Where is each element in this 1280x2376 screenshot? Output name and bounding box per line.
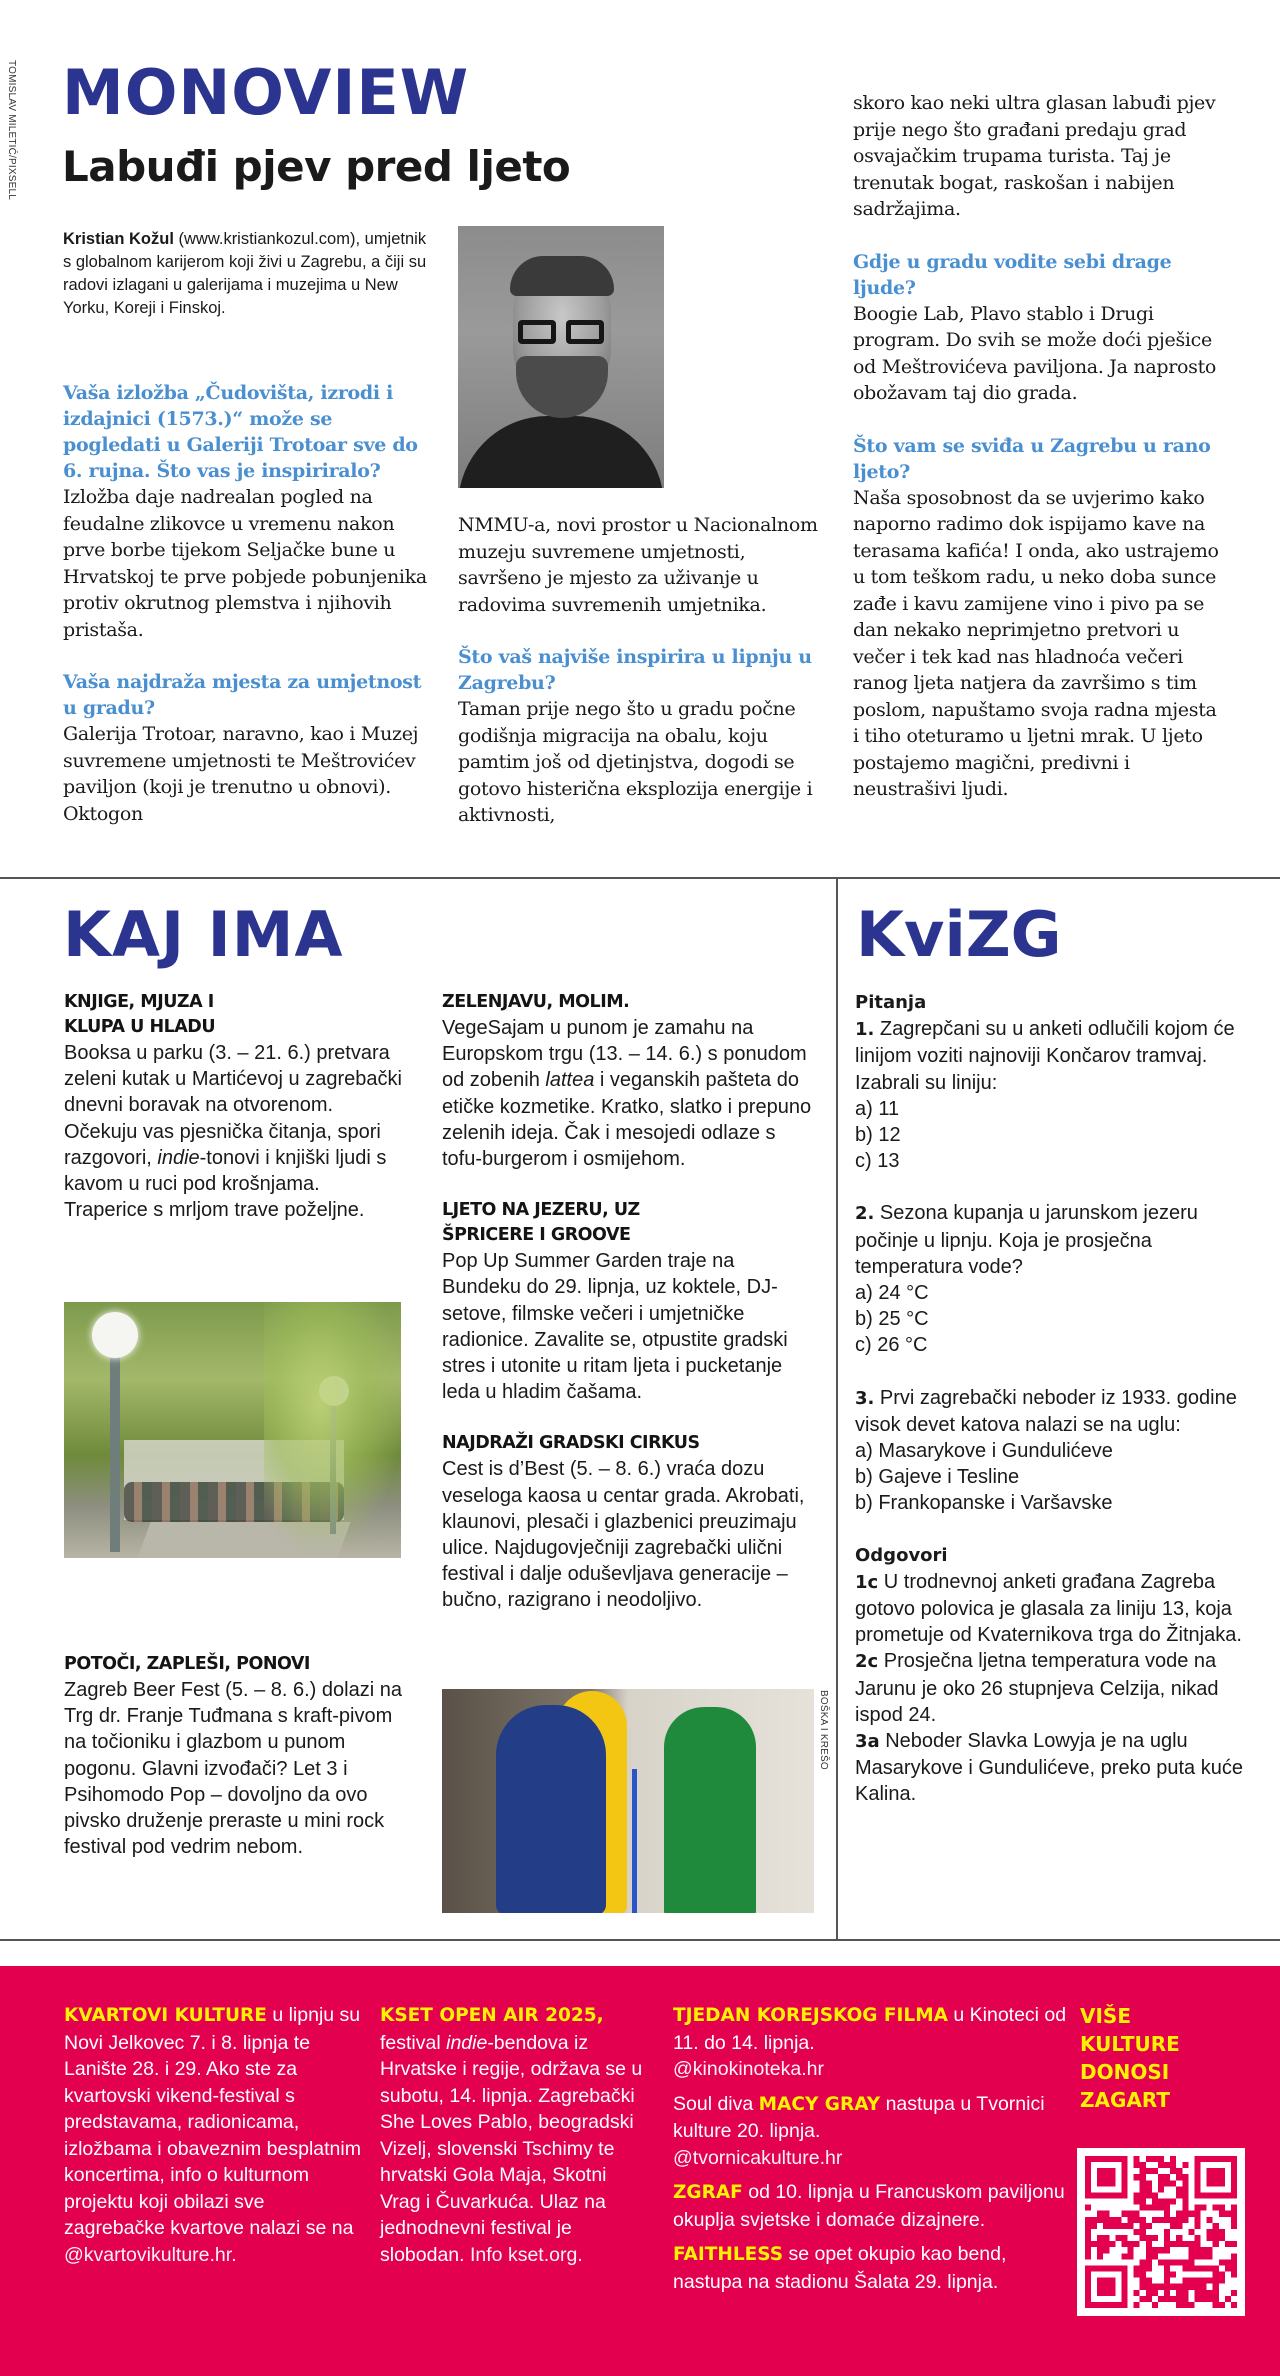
event-text: Booksa u parku (3. – 21. 6.) pretvara zeleni kutak u Martićevoj u zagrebački dnevni boravak na otvorenom. Očekuju vas pjesnička čitanja, spori razgovori, indie-tonovi i knjiški ljudi s kavom u ruci pod krošnjama. Traperice s mrljom trave poželjne. <box>64 1042 402 1222</box>
qr-code-icon[interactable] <box>1077 2148 1245 2316</box>
interview-column-2 <box>458 512 823 829</box>
culture-tip: ZGRAF od 10. lipnja u Francuskom paviljonu okuplja svjetske i domaće dizajnere. <box>673 2181 1065 2231</box>
quiz-option: b) Frankopanske i Varšavske <box>855 1492 1113 1515</box>
culture-tip: KSET OPEN AIR 2025, festival indie-bendova iz Hrvatske i regije, održava se u subotu, 14. lipnja. Zagrebački She Loves Pablo, beogradski Vizelj, slovenski Tschimy te hrvatski Gola Maja, Skotni Vrag i Čuvarkuća. Ulaz na jednodnevni festival je slobodan. Info kset.org. <box>380 2005 643 2266</box>
quiz-question: 3. Prvi zagrebački neboder iz 1933. godine visok devet katova nalazi se na uglu: a) Masarykove i Gundulićeve b) Gajeve i Tesline b) Frankopanske i Varšavske <box>855 1385 1265 1517</box>
section-title-kaj-ima: KAJ IMA <box>63 898 344 971</box>
event-text: Pop Up Summer Garden traje na Bundeku do 29. lipnja, uz koktele, DJ-setove, filmske večeri i umjetničke radionice. Zavalite se, otpustite gradski stres i utonite u ritam ljeta i pucketanje leda u hladim čašama. <box>442 1250 788 1404</box>
quiz-answer: 1c U trodnevnoj anketi građana Zagreba gotovo polovica je glasala za liniju 13, koja prometuje od Kvaternikova trga do Žitnjaka. <box>855 1570 1242 1647</box>
monoview-section <box>0 0 1280 878</box>
culture-tip: KVARTOVI KULTURE u lipnju su Novi Jelkovec 7. i 8. lipnja te Lanište 28. i 29. Ako ste za kvartovski vikend-festival s predstavama, radionicama, izložbama i obaveznim besplatnim koncertima, info o kulturnom projektu koji obilazi sve zagrebačke kvartove nalazi se na @kvartovikulture.hr. <box>64 2004 361 2266</box>
interview-answer: Naša sposobnost da se uvjerimo kako naporno radimo dok ispijamo kave na terasama kafića! I onda, ako ustrajemo u tom teškom radu, u neko doba sunce zađe i kavu zamijene vino i pivo pa se dan nekako neprimjetno pretvori u večer i tek kad nas hladnoća večeri ranog ljeta natjera da završimo s tim poslom, napuštamo svoja radna mjesta i tiho oteturamo u ljetni mrak. U ljeto postajemo magični, predivni i neustrašivi ljudi. <box>853 486 1219 800</box>
quiz-answers-label: Odgovori <box>855 1544 948 1566</box>
event-item <box>442 1198 817 1405</box>
culture-tip: TJEDAN KOREJSKOG FILMA u Kinoteci od 11. do 14. lipnja. @kinokinoteka.hr <box>673 2004 1067 2080</box>
quiz-option: b) 12 <box>855 1124 901 1147</box>
event-heading: ZELENJAVU, MOLIM. <box>442 992 630 1012</box>
promo-line: ZAGART <box>1080 2088 1171 2112</box>
culture-tips-column <box>673 2002 1073 2303</box>
quiz-option: a) 11 <box>855 1097 900 1120</box>
promo-line: VIŠE <box>1080 2004 1131 2028</box>
event-list-column-2 <box>442 990 817 1614</box>
event-item <box>64 990 404 1223</box>
booksa-park-photo <box>64 1302 401 1558</box>
quiz-option: a) Masarykove i Gundulićeve <box>855 1440 1113 1463</box>
photo-credit: BOŠKA I KREŠO <box>818 1690 829 1770</box>
quiz-question: 1. Zagrepčani su u anketi odlučili kojom će linijom voziti najnoviji Končarov tramvaj. Izabrali su liniju: a) 11 b) 12 c) 13 <box>855 1016 1265 1174</box>
event-heading: LJETO NA JEZERU, UZ ŠPRICERE I GROOVE <box>442 1200 640 1246</box>
author-intro <box>63 228 433 320</box>
quiz-option: b) 25 °C <box>855 1308 929 1331</box>
interview-answer-continued: NMMU-a, novi prostor u Nacionalnom muzeju suvremene umjetnosti, savršeno je mjesto za uživanje u radovima suvremenih umjetnika. <box>458 514 818 616</box>
interview-answer: Galerija Trotoar, naravno, kao i Muzej suvremene umjetnosti te Meštrovićev paviljon (koji je trenutno u obnovi). Oktogon <box>63 723 419 825</box>
event-heading: NAJDRAŽI GRADSKI CIRKUS <box>442 1433 700 1454</box>
quiz-option: b) Gajeve i Tesline <box>855 1466 1020 1489</box>
event-heading: POTOČI, ZAPLEŠI, PONOVI <box>64 1654 310 1674</box>
interview-question: Vaša izložba „Čudovišta, izrodi i izdajnici (1573.)“ može se pogledati u Galeriji Trotoar sve do 6. rujna. Što vas je inspiriralo? <box>63 382 418 482</box>
event-item <box>64 1652 404 1860</box>
article-headline: Labuđi pjev pred ljeto <box>62 142 571 191</box>
interview-answer: Taman prije nego što u gradu počne godišnja migracija na obalu, koju pamtim još od djetinjstva, dogodi se gotovo histerična eksplozija energije i aktivnosti, <box>458 698 813 826</box>
interview-answer: Izložba daje nadrealan pogled na feudalne zlikovce u vremenu nakon prve borbe tijekom Seljačke bune u Hrvatskoj te prve pobjede pobunjenika protiv okrutnog plemstva i njihovih pristaša. <box>63 486 427 641</box>
interview-question: Što vam se sviđa u Zagrebu u rano ljeto? <box>853 434 1211 483</box>
street-performers-photo <box>442 1689 814 1913</box>
section-divider <box>0 877 1280 879</box>
social-handle[interactable]: @kinokinoteka.hr <box>673 2058 824 2080</box>
section-divider <box>0 1939 1280 1941</box>
quiz-answer: 3a Neboder Slavka Lowyja je na uglu Masarykove i Gundulićeve, preko puta kuće Kalina. <box>855 1730 1243 1806</box>
promo-line: DONOSI <box>1080 2060 1170 2084</box>
interview-column-3 <box>853 90 1228 803</box>
photo-credit: TOMISLAV MILETIĆ/PIXSELL <box>6 60 17 201</box>
event-text: Zagreb Beer Fest (5. – 8. 6.) dolazi na Trg dr. Franje Tuđmana s kraft-pivom na točioniku i glazbom u punom pogonu. Glavni izvođači? Let 3 i Psihomodo Pop – dovoljno da ovo pivsko druženje preraste u mini rock festival pod vedrim nebom. <box>64 1679 402 1859</box>
culture-tip: FAITHLESS se opet okupio kao bend, nastupa na stadionu Šalata 29. lipnja. <box>673 2243 1007 2293</box>
event-item <box>442 990 817 1172</box>
event-text: Cest is d’Best (5. – 8. 6.) vraća dozu veseloga kaosa u centar grada. Akrobati, klaunovi, plesači i glazbenici preuzimaju ulice. Najdugovječniji zagrebački ulični festival i dalje oduševljava generacije – bučno, razigrano i neodoljivo. <box>442 1458 805 1612</box>
section-title-monoview: MONOVIEW <box>62 56 470 129</box>
quiz-question: 2. Sezona kupanja u jarunskom jezeru počinje u lipnju. Koja je prosječna temperatura vode? a) 24 °C b) 25 °C c) 26 °C <box>855 1200 1265 1358</box>
interview-answer: Boogie Lab, Plavo stablo i Drugi program. Do svih se može doći pješice od Meštrovićeva paviljona. Ja naprosto obožavam taj dio grada. <box>853 302 1217 404</box>
quiz <box>855 990 1265 1808</box>
author-bio: (www.kristiankozul.com), umjetnik s globalnom karijerom koji živi u Zagrebu, a čiji su radovi izlagani u galerijama i muzejima u New Yorku, Koreji i Finskoj. <box>63 230 427 317</box>
culture-tip: Soul diva MACY GRAY nastupa u Tvornici kulture 20. lipnja. @tvornicakulture.hr <box>673 2092 1045 2169</box>
event-item <box>442 1431 817 1613</box>
event-text: VegeSajam u punom je zamahu na Europskom trgu (13. – 14. 6.) s ponudom od zobenih lattea i veganskih pašteta do etičke kozmetike. Kratko, slatko i prepuno zelenih ideja. Čak i mesojedi odlaze s tofu-burgerom i osmijehom. <box>442 1017 812 1171</box>
section-title-kvizg: KviZG <box>856 898 1062 971</box>
author-name: Kristian Kožul <box>63 230 174 248</box>
author-portrait-photo <box>458 226 664 488</box>
interview-answer-continued: skoro kao neki ultra glasan labuđi pjev prije nego što građani predaju grad osvajačkim trupama turista. Taj je trenutak bogat, raskošan i nabijen sadržajima. <box>853 92 1216 220</box>
info-link[interactable]: Info kset.org. <box>470 2243 583 2266</box>
social-handle[interactable]: @kvartovikulture.hr. <box>64 2243 237 2266</box>
social-handle[interactable]: @tvornicakulture.hr <box>673 2146 843 2169</box>
interview-question: Što vaš najviše inspirira u lipnju u Zagrebu? <box>458 646 812 694</box>
quiz-option: c) 13 <box>855 1150 900 1173</box>
promo-line: KULTURE <box>1080 2032 1180 2056</box>
interview-question: Gdje u gradu vodite sebi drage ljude? <box>853 250 1172 299</box>
quiz-answer: 2c Prosječna ljetna temperatura vode na Jarunu je oko 26 stupnjeva Celzija, nikad ispod 24. <box>855 1650 1219 1726</box>
zagart-promo <box>1080 2002 1260 2114</box>
quiz-option: c) 26 °C <box>855 1334 928 1357</box>
quiz-option: a) 24 °C <box>855 1282 929 1305</box>
interview-question: Vaša najdraža mjesta za umjetnost u gradu? <box>63 671 422 719</box>
interview-column-1 <box>63 380 435 827</box>
quiz-questions-label: Pitanja <box>855 992 927 1013</box>
event-heading: KNJIGE, MJUZA I KLUPA U HLADU <box>64 992 216 1037</box>
column-divider <box>836 879 838 1940</box>
